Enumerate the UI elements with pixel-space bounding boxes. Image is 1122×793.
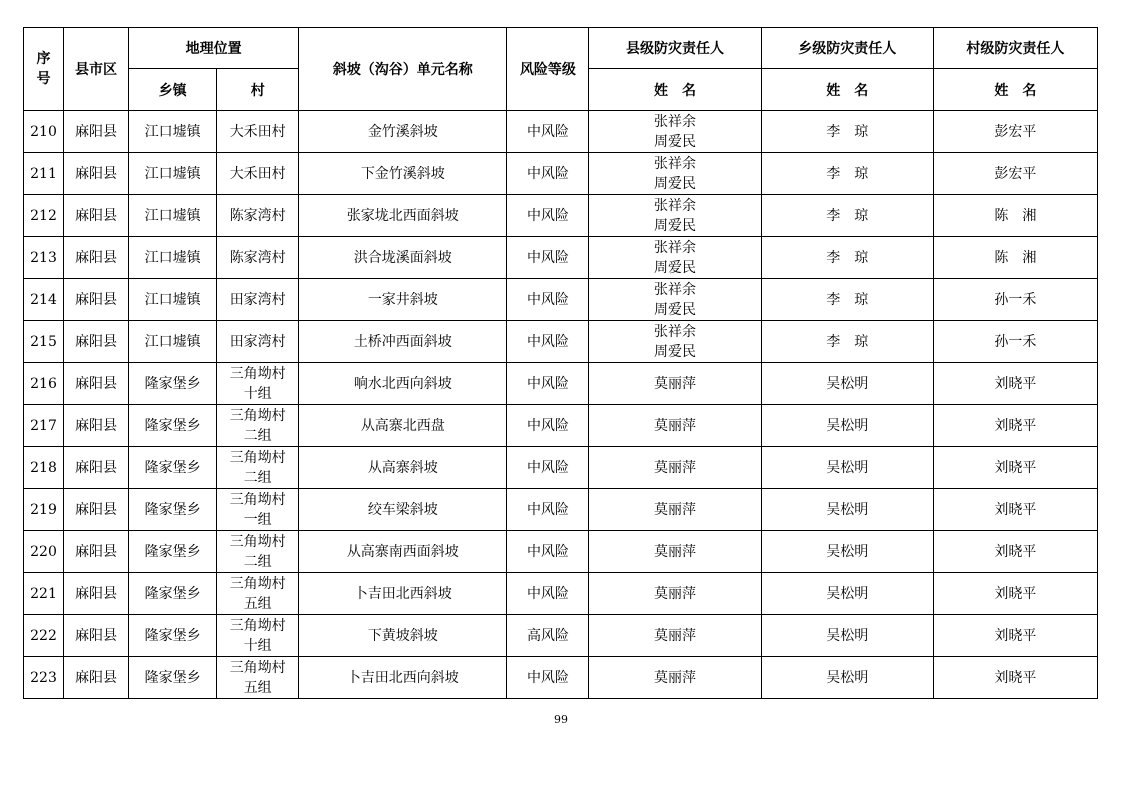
table-row (24, 405, 1098, 447)
village-cell: 陈家湾村 (217, 237, 299, 279)
slope-name-cell: 响水北西向斜坡 (299, 363, 507, 405)
county-cell: 麻阳县 (64, 111, 129, 153)
row-number: 219 (24, 489, 64, 531)
header-seq: 序 号 (24, 28, 64, 111)
risk-level-cell: 中风险 (507, 573, 589, 615)
town-cell: 隆家堡乡 (129, 531, 217, 573)
county-responsible-cell: 张祥余 周爱民 (589, 279, 761, 321)
table-row (24, 279, 1098, 321)
town-responsible-cell: 李 琼 (761, 321, 933, 363)
town-responsible-cell: 吴松明 (761, 531, 933, 573)
slope-name-cell: 绞车梁斜坡 (299, 489, 507, 531)
slope-name-cell: 从高寨斜坡 (299, 447, 507, 489)
village-cell: 田家湾村 (217, 279, 299, 321)
village-responsible-cell: 孙一禾 (933, 279, 1097, 321)
town-cell: 隆家堡乡 (129, 615, 217, 657)
header-county: 县市区 (64, 28, 129, 111)
village-responsible-cell: 陈 湘 (933, 195, 1097, 237)
town-cell: 江口墟镇 (129, 195, 217, 237)
town-responsible-cell: 李 琼 (761, 111, 933, 153)
village-responsible-cell: 彭宏平 (933, 153, 1097, 195)
county-cell: 麻阳县 (64, 615, 129, 657)
slope-name-cell: 土桥冲西面斜坡 (299, 321, 507, 363)
town-cell: 江口墟镇 (129, 279, 217, 321)
row-number: 221 (24, 573, 64, 615)
county-cell: 麻阳县 (64, 489, 129, 531)
county-cell: 麻阳县 (64, 405, 129, 447)
village-cell: 三角坳村 五组 (217, 573, 299, 615)
village-cell: 陈家湾村 (217, 195, 299, 237)
header-risk: 风险等级 (507, 28, 589, 111)
town-cell: 江口墟镇 (129, 111, 217, 153)
county-cell: 麻阳县 (64, 321, 129, 363)
village-responsible-cell: 刘晓平 (933, 531, 1097, 573)
risk-level-cell: 中风险 (507, 153, 589, 195)
header-village: 村 (217, 69, 299, 111)
row-number: 217 (24, 405, 64, 447)
county-cell: 麻阳县 (64, 279, 129, 321)
table-row (24, 237, 1098, 279)
header-village-resp: 村级防灾责任人 (933, 28, 1097, 69)
village-cell: 三角坳村 十组 (217, 363, 299, 405)
village-responsible-cell: 刘晓平 (933, 447, 1097, 489)
county-cell: 麻阳县 (64, 363, 129, 405)
risk-level-cell: 中风险 (507, 279, 589, 321)
village-responsible-cell: 刘晓平 (933, 405, 1097, 447)
county-responsible-cell: 张祥余 周爱民 (589, 237, 761, 279)
slope-name-cell: 卜吉田北西斜坡 (299, 573, 507, 615)
risk-level-cell: 中风险 (507, 363, 589, 405)
town-cell: 江口墟镇 (129, 237, 217, 279)
table-row (24, 363, 1098, 405)
town-responsible-cell: 吴松明 (761, 657, 933, 699)
county-responsible-cell: 莫丽萍 (589, 489, 761, 531)
county-responsible-cell: 莫丽萍 (589, 657, 761, 699)
town-responsible-cell: 吴松明 (761, 405, 933, 447)
row-number: 210 (24, 111, 64, 153)
header-name-village: 姓 名 (933, 69, 1097, 111)
county-cell: 麻阳县 (64, 195, 129, 237)
county-responsible-cell: 莫丽萍 (589, 531, 761, 573)
table-row (24, 195, 1098, 237)
village-cell: 三角坳村 二组 (217, 447, 299, 489)
document-page (23, 27, 1098, 699)
village-cell: 三角坳村 十组 (217, 615, 299, 657)
county-cell: 麻阳县 (64, 447, 129, 489)
county-responsible-cell: 张祥余 周爱民 (589, 153, 761, 195)
row-number: 220 (24, 531, 64, 573)
row-number: 222 (24, 615, 64, 657)
header-name-county: 姓 名 (589, 69, 761, 111)
village-cell: 三角坳村 二组 (217, 405, 299, 447)
slope-name-cell: 从高寨北西盘 (299, 405, 507, 447)
county-cell: 麻阳县 (64, 531, 129, 573)
risk-level-cell: 中风险 (507, 111, 589, 153)
slope-name-cell: 下金竹溪斜坡 (299, 153, 507, 195)
table-row (24, 657, 1098, 699)
town-responsible-cell: 吴松明 (761, 363, 933, 405)
row-number: 216 (24, 363, 64, 405)
village-cell: 田家湾村 (217, 321, 299, 363)
table-header (24, 28, 1098, 111)
county-responsible-cell: 莫丽萍 (589, 363, 761, 405)
town-responsible-cell: 李 琼 (761, 195, 933, 237)
header-town: 乡镇 (129, 69, 217, 111)
slope-name-cell: 张家垅北西面斜坡 (299, 195, 507, 237)
row-number: 213 (24, 237, 64, 279)
table-row (24, 321, 1098, 363)
town-cell: 隆家堡乡 (129, 363, 217, 405)
row-number: 223 (24, 657, 64, 699)
county-cell: 麻阳县 (64, 573, 129, 615)
risk-level-cell: 中风险 (507, 657, 589, 699)
header-county-resp: 县级防灾责任人 (589, 28, 761, 69)
risk-level-cell: 中风险 (507, 195, 589, 237)
slope-name-cell: 卜吉田北西向斜坡 (299, 657, 507, 699)
town-responsible-cell: 李 琼 (761, 279, 933, 321)
row-number: 212 (24, 195, 64, 237)
town-cell: 江口墟镇 (129, 153, 217, 195)
town-cell: 隆家堡乡 (129, 657, 217, 699)
town-cell: 隆家堡乡 (129, 405, 217, 447)
town-responsible-cell: 吴松明 (761, 489, 933, 531)
town-cell: 江口墟镇 (129, 321, 217, 363)
slope-name-cell: 金竹溪斜坡 (299, 111, 507, 153)
table-row (24, 111, 1098, 153)
village-responsible-cell: 刘晓平 (933, 573, 1097, 615)
risk-level-cell: 中风险 (507, 447, 589, 489)
county-responsible-cell: 莫丽萍 (589, 573, 761, 615)
row-number: 215 (24, 321, 64, 363)
header-slope: 斜坡（沟谷）单元名称 (299, 28, 507, 111)
town-cell: 隆家堡乡 (129, 573, 217, 615)
town-responsible-cell: 吴松明 (761, 573, 933, 615)
county-responsible-cell: 莫丽萍 (589, 615, 761, 657)
risk-level-cell: 中风险 (507, 321, 589, 363)
town-responsible-cell: 吴松明 (761, 615, 933, 657)
village-cell: 大禾田村 (217, 111, 299, 153)
village-cell: 三角坳村 一组 (217, 489, 299, 531)
county-responsible-cell: 莫丽萍 (589, 447, 761, 489)
village-responsible-cell: 刘晓平 (933, 615, 1097, 657)
slope-name-cell: 下黄坡斜坡 (299, 615, 507, 657)
village-cell: 三角坳村 二组 (217, 531, 299, 573)
village-cell: 大禾田村 (217, 153, 299, 195)
slope-name-cell: 从高寨南西面斜坡 (299, 531, 507, 573)
slope-name-cell: 洪合垅溪面斜坡 (299, 237, 507, 279)
county-cell: 麻阳县 (64, 657, 129, 699)
county-responsible-cell: 张祥余 周爱民 (589, 321, 761, 363)
risk-level-cell: 中风险 (507, 489, 589, 531)
header-name-town: 姓 名 (761, 69, 933, 111)
risk-level-cell: 中风险 (507, 531, 589, 573)
village-responsible-cell: 刘晓平 (933, 489, 1097, 531)
town-cell: 隆家堡乡 (129, 447, 217, 489)
table-row (24, 531, 1098, 573)
slope-name-cell: 一家井斜坡 (299, 279, 507, 321)
header-town-resp: 乡级防灾责任人 (761, 28, 933, 69)
header-location: 地理位置 (129, 28, 299, 69)
town-responsible-cell: 李 琼 (761, 153, 933, 195)
table-row (24, 153, 1098, 195)
page-number: 99 (554, 713, 568, 726)
risk-level-cell: 中风险 (507, 405, 589, 447)
village-responsible-cell: 刘晓平 (933, 657, 1097, 699)
village-responsible-cell: 刘晓平 (933, 363, 1097, 405)
town-cell: 隆家堡乡 (129, 489, 217, 531)
village-cell: 三角坳村 五组 (217, 657, 299, 699)
county-responsible-cell: 莫丽萍 (589, 405, 761, 447)
risk-table (23, 27, 1098, 699)
table-row (24, 447, 1098, 489)
county-responsible-cell: 张祥余 周爱民 (589, 111, 761, 153)
village-responsible-cell: 陈 湘 (933, 237, 1097, 279)
county-cell: 麻阳县 (64, 153, 129, 195)
village-responsible-cell: 孙一禾 (933, 321, 1097, 363)
village-responsible-cell: 彭宏平 (933, 111, 1097, 153)
table-body (24, 111, 1098, 699)
town-responsible-cell: 李 琼 (761, 237, 933, 279)
county-cell: 麻阳县 (64, 237, 129, 279)
row-number: 214 (24, 279, 64, 321)
county-responsible-cell: 张祥余 周爱民 (589, 195, 761, 237)
table-row (24, 615, 1098, 657)
table-row (24, 489, 1098, 531)
risk-level-cell: 高风险 (507, 615, 589, 657)
table-row (24, 573, 1098, 615)
town-responsible-cell: 吴松明 (761, 447, 933, 489)
row-number: 211 (24, 153, 64, 195)
risk-level-cell: 中风险 (507, 237, 589, 279)
row-number: 218 (24, 447, 64, 489)
